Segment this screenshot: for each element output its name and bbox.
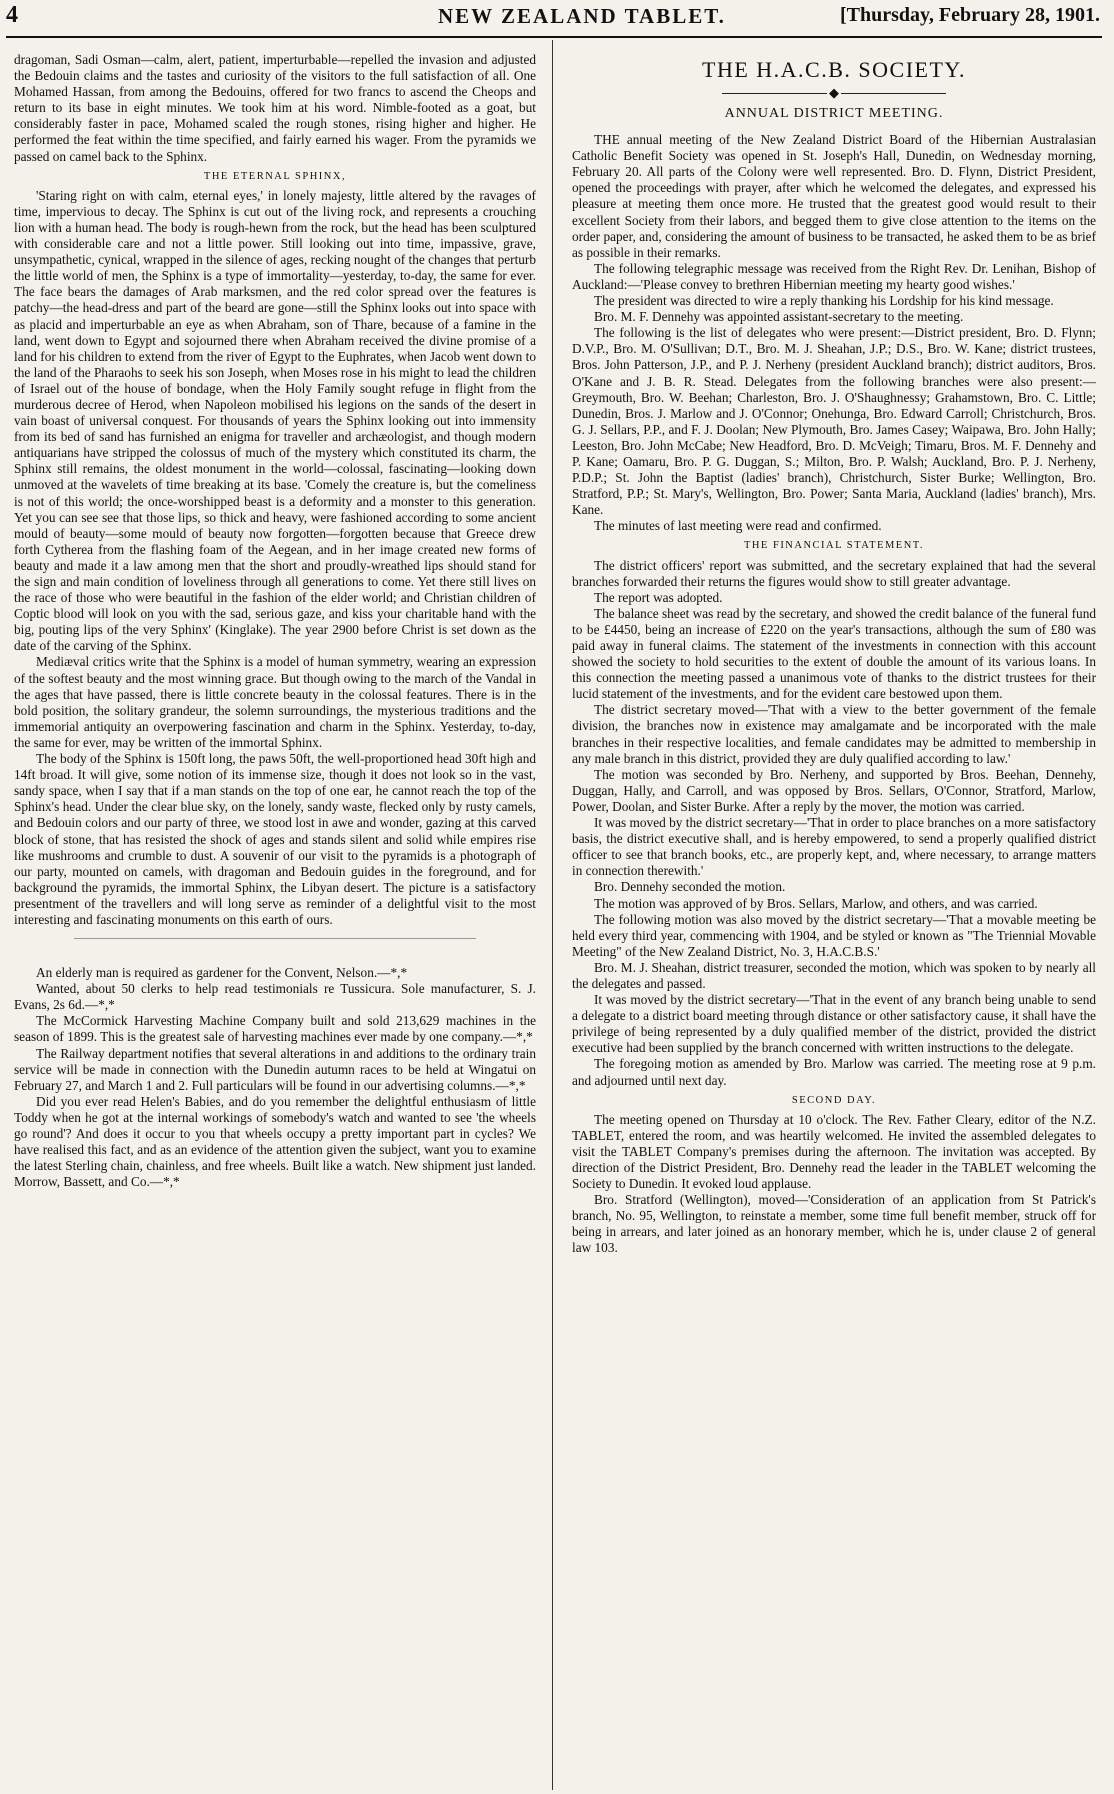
article-paragraph: The president was directed to wire a reply thanking his Lordship for his kind message. — [594, 293, 1054, 309]
article-paragraph: dragoman, Sadi Osman—calm, alert, patient, imperturbable—repelled the invasion and adjusted the Bedouin claims and the tastes and curiosity of the visitors to the full satisfaction of all. One Mohamed Hassan, from among the Bedouins, offered for two francs to ascend the Cheops and return to its base in eight minutes. We took him at his word. Nimble-footed as a goat, but considerably faster in pace, Mohamed scaled the rough stones, rising higher and higher. He performed the feat within the time specified, and fairly earned his wager. From the pyramids we passed on camel back to the Sphinx. — [14, 52, 536, 164]
article-paragraph: The report was adopted. — [594, 589, 723, 605]
article-paragraph: Bro. Stratford (Wellington), moved—'Consideration of an application from St Patrick's branch, No. 95, Wellington, to reinstate a member, some time full benefit member, struck off for being in arrears, and later joined as an honorary member, which he is, under clause 2 of general law 103. — [572, 1192, 1096, 1256]
article-paragraph: It was moved by the district secretary—'That in the event of any branch being unable to send a delegate to a district board meeting through distance or other satisfactory cause, it shall have the privilege of being represented by a duly qualified member of the district, provided the district executive had been supplied by the branch concerned with written instructions to the delegate. — [572, 992, 1096, 1056]
article-paragraph: The body of the Sphinx is 150ft long, the paws 50ft, the well-proportioned head 30ft high and 14ft broad. It will give, some notion of its immense size, though it does not look so in the vast, sandy space, when I say that if a man stands on the top of one ear, he cannot reach the top of the Sphinx's head. Under the clear blue sky, on the lonely, sandy waste, flecked only by rusty camels, and Bedouin colors and our party of three, we stood lost in awe and wonder, gazing at this carved block of stone, that has resisted the shock of ages and stands silent and solid while empires rise like mushrooms and crumble to dust. A souvenir of our visit to the pyramids is a photograph of our party, mounted on camels, with dragoman and Bedouin guides in the foreground, and for background the pyramids, the immortal Sphinx, the Libyan desert. The picture is a satisfactory presentment of the travellers and will long serve as reminder of a delightful visit to the most interesting and fascinating monuments on this earth of ours. — [14, 751, 536, 927]
article-paragraph: Bro. M. J. Sheahan, district treasurer, seconded the motion, which was spoken to by nearly all the delegates and passed. — [572, 959, 1096, 991]
article-paragraph: The meeting opened on Thursday at 10 o'clock. The Rev. Father Cleary, editor of the N.Z. TABLET, entered the room, and was heartily welcomed. He invited the assembled delegates to visit the TABLET Company's premises during the afternoon. The invitation was accepted. By direction of the District President, Bro. Dennehy read the leader in the TABLET welcoming the Society to Dunedin. It evoked loud applause. — [572, 1111, 1096, 1192]
article-paragraph: The motion was seconded by Bro. Nerheny, and supported by Bros. Beehan, Dennehy, Duggan, Hally, and Carroll, and was opposed by Bros. Sellars, O'Connor, Stratford, Marlow, Power, Doolan, and Sister Burke. After a reply by the mover, the motion was carried. — [572, 766, 1096, 814]
diamond-icon: ◆ — [829, 85, 839, 100]
article-paragraph: Bro. M. F. Dennehy was appointed assistant-secretary to the meeting. — [594, 309, 964, 325]
article-subtitle: ANNUAL DISTRICT MEETING. — [724, 106, 944, 121]
right-column — [572, 52, 1096, 1790]
article-paragraph: The following motion was also moved by the district secretary—'That a movable meeting be held every third year, commencing with 1904, and be styled or known as "The Triennial Movable Meeting" of the New Zealand District, No. 3, H.A.C.B.S.' — [572, 911, 1096, 959]
article-paragraph: The balance sheet was read by the secretary, and showed the credit balance of the funeral fund to be £4450, being an increase of £220 on the year's transactions, although the sum of £80 was paid away in funeral claims. The statement of the investments in connection with this account showed the society to hold securities to the extent of double the amount of its various loans. In this connection the meeting passed a unanimous vote of thanks to the district trustees for their lucid statement of the investments, and for the evident care bestowed upon them. — [572, 605, 1096, 702]
notice-paragraph: The Railway department notifies that several alterations in and additions to the ordinary train service will be made in connection with the Dunedin autumn races to be held at Wingatui on February 27, and March 1 and 2. Full particulars will be found in our advertising columns.—*,* — [14, 1045, 536, 1093]
masthead — [6, 2, 1102, 38]
article-paragraph: The district secretary moved—'That with a view to the better government of the female division, the branches now in existence may amalgamate and be incorporated with the male branches in their respective localities, and female candidates may be admitted to membership in any male branch in this district, provided they are duly qualified according to law.' — [572, 702, 1096, 766]
article-paragraph: Mediæval critics write that the Sphinx is a model of human symmetry, wearing an expression of the softest beauty and the most winning grace. But though owing to the march of the Vandal in the ages that have passed, there is little concrete beauty in the colossal features. There is in the bold position, the solitary grandeur, the solemn surroundings, the mysterious traditions and the immemorial antiquity an overpowering fascination and charm in the Sphinx. Yesterday, to-day, the same for ever, may be written of the immortal Sphinx. — [14, 654, 536, 750]
article-paragraph: The motion was approved of by Bros. Sellars, Marlow, and others, and was carried. — [594, 895, 1038, 911]
issue-date: [Thursday, February 28, 1901. — [839, 4, 1100, 26]
section-heading-eternal-sphinx: THE ETERNAL SPHINX, — [203, 170, 347, 182]
newspaper-title: NEW ZEALAND TABLET. — [438, 4, 726, 28]
article-paragraph: The foregoing motion as amended by Bro. Marlow was carried. The meeting rose at 9 p.m. and adjourned until next day. — [572, 1056, 1096, 1088]
notice-paragraph: An elderly man is required as gardener for the Convent, Nelson.—*,* — [36, 965, 408, 981]
notice-paragraph: The McCormick Harvesting Machine Company built and sold 213,629 machines in the season of 1899. This is the greatest sale of harvesting machines ever made by one company.—*,* — [14, 1013, 536, 1045]
article-paragraph: The district officers' report was submitted, and the secretary explained that had the several branches forwarded their returns the figures would show to still greater advantage. — [572, 557, 1096, 589]
article-paragraph: It was moved by the district secretary—'That in order to place branches on a more satisfactory basis, the district executive shall, and is hereby empowered, to send a properly qualified district officer to see that branch books, etc., are properly kept, and, where necessary, to arrange matters in connection therewith.' — [572, 815, 1096, 879]
column-divider — [552, 40, 553, 1790]
notice-paragraph: Did you ever read Helen's Babies, and do you remember the delightful enthusiasm of little Toddy when he got at the internal workings of somebody's watch and wanted to see 'the wheels go round'? And does it occur to you that wheels occupy a pretty important part in cycles? We have realised this fact, and as an evidence of the attention given the subject, want you to examine the latest Sterling chain, chainless, and free wheels. Built like a watch. New shipment just landed. Morrow, Bassett, and Co.—*,* — [14, 1093, 536, 1190]
left-column — [14, 52, 536, 1788]
ornamental-rule — [722, 86, 946, 100]
article-title: THE H.A.C.B. SOCIETY. — [702, 57, 966, 82]
section-heading-second-day: SECOND DAY. — [791, 1094, 877, 1106]
article-paragraph: The following telegraphic message was received from the Right Rev. Dr. Lenihan, Bishop of Auckland:—'Please convey to brethren Hibernian meeting my hearty good wishes.' — [572, 260, 1096, 292]
page-number: 4 — [6, 2, 18, 28]
article-paragraph: THE annual meeting of the New Zealand District Board of the Hibernian Australasian Catholic Benefit Society was opened in St. Joseph's Hall, Dunedin, on Wednesday morning, February 20. All parts of the Colony were well represented. Bro. D. Flynn, District President, opened the proceedings with prayer, after which he welcomed the delegates, and expressed his pleasure at meeting them once more. He trusted that the greatest good would result to their excellent Society from their labors, and begged them to give close attention to the items on the order paper, and, considering the amount of business to be transacted, he asked them to be as brief as possible in their remarks. — [572, 132, 1096, 260]
article-paragraph: Bro. Dennehy seconded the motion. — [594, 879, 786, 895]
article-paragraph: The following is the list of delegates who were present:—District president, Bro. D. Flynn; D.V.P., Bro. M. O'Sullivan; D.T., Bro. M. J. Sheahan, J.P.; D.S., Bro. W. Kane; district trustees, Bros. John Patterson, J.P., and P. J. Nerheny (president Auckland branch); district auditors, Bros. O'Kane and J. B. R. Stead. Delegates from the following branches were also present:—Greymouth, Bro. W. Beehan; Charleston, Bro. J. O'Shaughnessy; Grahamstown, Bro. C. Little; Dunedin, Bros. J. Marlow and J. O'Connor; Onehunga, Bro. Edward Carroll; Christchurch, Bros. G. J. Sellars, P.P., and F. J. Doolan; New Plymouth, Bro. James Casey; Waipawa, Bro. John Hally; Leeston, Bro. John McCabe; New Headford, Bro. D. McVeigh; Timaru, Bros. M. F. Dennehy and P. Kane; Oamaru, Bro. P. G. Duggan, S.; Milton, Bro. P. Walsh; Auckland, Bro. P. J. Nerheny, P.D.P.; St. John the Baptist (ladies' branch), Christchurch, Sister Burke; Wellington, Bro. Stratford, P.P.; St. Mary's, Wellington, Bro. Power; Santa Maria, Auckland (ladies' branch), Mrs. Kane. — [572, 325, 1096, 518]
article-paragraph: 'Staring right on with calm, eternal eyes,' in lonely majesty, little altered by the ravages of time, impervious to decay. The Sphinx is cut out of the living rock, and represents a crouching lion with a human head. The body is rough-hewn from the rock, but the head has been sculptured with considerable care and not a little power. Still looking out into time, impassive, grave, unsympathetic, cynical, wrapped in the silence of ages, recking nought of the changes that perturb the little world of men, the Sphinx is a type of immortality—yesterday, to-day, the same for ever. The face bears the damages of Arab marksmen, and the red color spread over the features is patchy—the head-dress and part of the beard are gone—still the Sphinx looks out into space with as placid and imperturbable an eye as when Abraham, son of Thare, because of a famine in the land, went down to Egypt and sojourned there when Abraham received the divine promise of a land for his children to extend from the river of Egypt to the Euphrates, when Jacob went down to the land of the Pharaohs to seek his son Joseph, when Moses rose in his might to lead the children of Israel out of the house of bondage, when the Holy Family sought refuge in flight from the murderous decree of Herod, when Napoleon mobilised his legions on the sands of the desert in vain boast of universal conquest. For thousands of years the Sphinx looking out into immensity from its bed of sand has furnished an enigma for traveller and archæologist, and though modern antiquarians have stripped the colossus of much of the mystery which constituted its charm, the Sphinx still remains, the oldest monument in the world—colossal, fascinating—looking down unmoved at the wavelets of time breaking at its base. 'Comely the creature is, but the comeliness is not of this world; the once-worshipped beast is a deformity and a monster to this generation. Yet you can see see that those lips, so thick and heavy, were fashioned according to some ancient mould of beauty—some mould of beauty now forgotten—forgotten because that Greece drew forth Cytherea from the flashing foam of the Aegean, and in her image created new forms of beauty and made it a law among men that the short and proudly-wreathed lips should stand for the sign and main condition of loveliness through all generations to come. Yet there still lives on the race of those who were beautiful in the fashion of the elder world; and Christian children of Coptic blood will look on you with the sad, serious gaze, and kiss your charitable hand with the big, pouting lips of the very Sphinx' (Kinglake). The year 2900 before Christ is set down as the date of the carving of the Sphinx. — [14, 187, 536, 654]
section-heading-financial-statement: THE FINANCIAL STATEMENT. — [743, 540, 925, 552]
notice-paragraph: Wanted, about 50 clerks to help read testimonials re Tussicura. Sole manufacturer, S. J. Evans, 2s 6d.—*,* — [14, 981, 536, 1013]
article-paragraph: The minutes of last meeting were read and confirmed. — [594, 518, 882, 534]
section-separator — [74, 938, 476, 957]
